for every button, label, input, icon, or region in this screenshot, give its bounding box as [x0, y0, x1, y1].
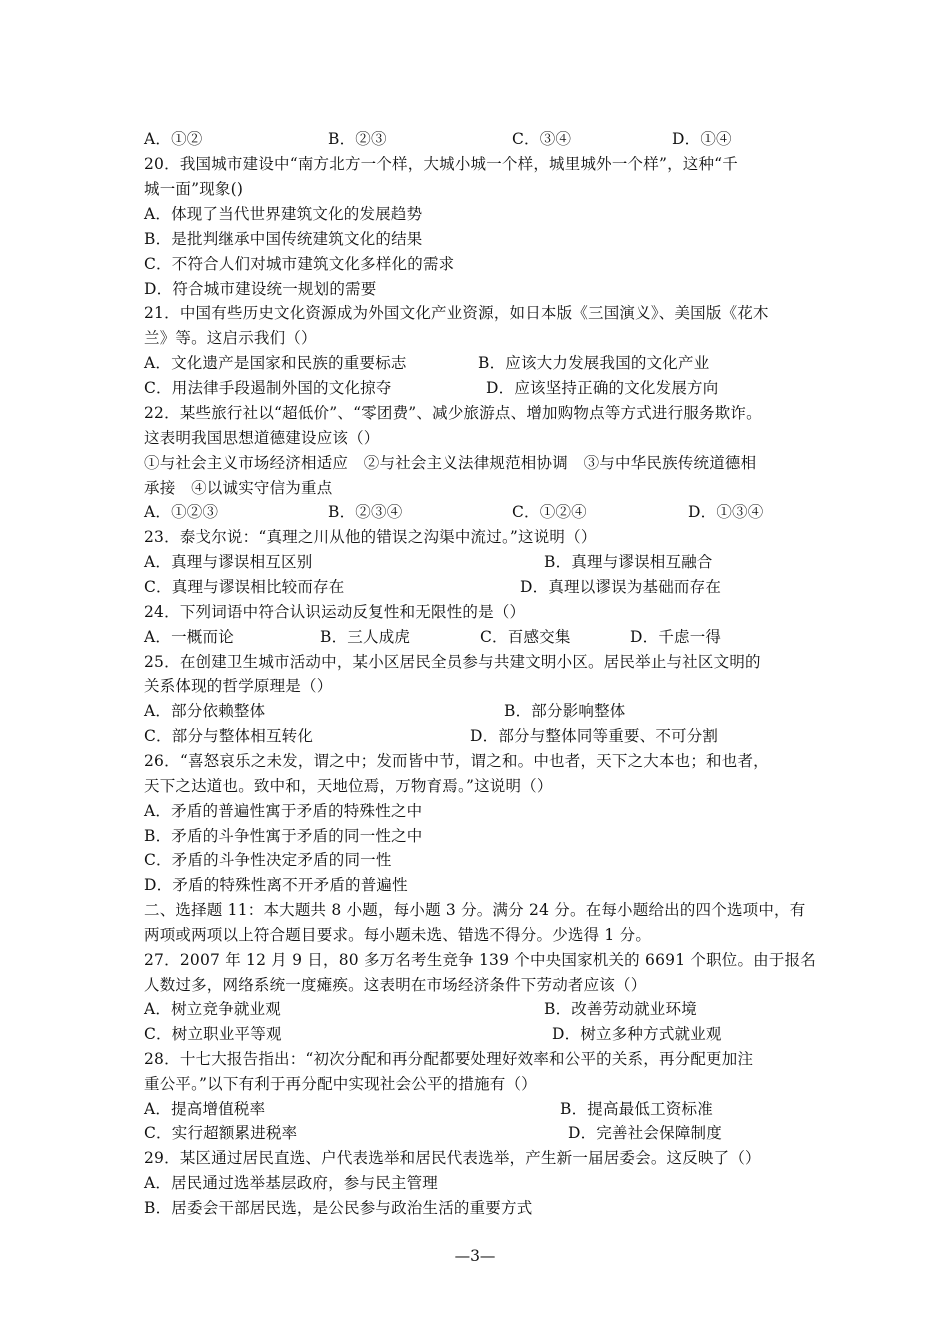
q20-stem-line2: 城一面”现象() [144, 180, 244, 198]
q28-option-b: B．提高最低工资标准 [560, 1100, 713, 1118]
q26-option-c: C．矛盾的斗争性决定矛盾的同一性 [144, 851, 392, 869]
page-number: —3— [454, 1247, 496, 1265]
q24-option-d: D．千虑一得 [630, 628, 722, 646]
q26-stem-line1: 26．“喜怒哀乐之未发，谓之中；发而皆中节，谓之和。中也者，天下之大本也；和也者， [144, 752, 769, 770]
q22-option-b: B．②③④ [328, 503, 403, 521]
q28-stem-line2: 重公平。”以下有利于再分配中实现社会公平的措施有（） [144, 1075, 537, 1093]
q21-option-d: D．应该坚持正确的文化发展方向 [486, 379, 719, 397]
q22-stem-line3: ①与社会主义市场经济相适应 ②与社会主义法律规范相协调 ③与中华民族传统道德相 [144, 454, 757, 472]
q20-option-d: D．符合城市建设统一规划的需要 [144, 280, 377, 298]
q21-option-c: C．用法律手段遏制外国的文化掠夺 [144, 379, 392, 397]
q24-option-b: B．三人成虎 [320, 628, 411, 646]
q21-stem-line1: 21．中国有些历史文化资源成为外国文化产业资源，如日本版《三国演义》、美国版《花木 [144, 304, 769, 322]
q19-option-a: A．①② [144, 130, 203, 148]
q26-option-b: B．矛盾的斗争性寓于矛盾的同一性之中 [144, 827, 423, 845]
q25-stem-line1: 25．在创建卫生城市活动中，某小区居民全员参与共建文明小区。居民举止与社区文明的 [144, 653, 761, 671]
q28-option-c: C．实行超额累进税率 [144, 1124, 298, 1142]
q27-stem-line1: 27．2007 年 12 月 9 日，80 多万名考生竞争 139 个中央国家机关的 6691 个职位。由于报名 [144, 951, 816, 969]
q23-option-b: B．真理与谬误相互融合 [544, 553, 713, 571]
q26-stem-line2: 天下之达道也。致中和，天地位焉，万物育焉。”这说明（） [144, 777, 553, 795]
q26-option-d: D．矛盾的特殊性离不开矛盾的普遍性 [144, 876, 408, 894]
q22-stem-line4: 承接 ④以诚实守信为重点 [144, 479, 333, 497]
section2-heading-line1: 二、选择题 11：本大题共 8 小题，每小题 3 分。满分 24 分。在每小题给出的四个选项中，有 [144, 901, 806, 919]
q29-stem: 29．某区通过居民直选、户代表选举和居民代表选举，产生新一届居委会。这反映了（） [144, 1149, 761, 1167]
q26-option-a: A．矛盾的普遍性寓于矛盾的特殊性之中 [144, 802, 423, 820]
q22-option-a: A．①②③ [144, 503, 219, 521]
section2-heading-line2: 两项或两项以上符合题目要求。每小题未选、错选不得分。少选得 1 分。 [144, 926, 652, 944]
q24-option-a: A．一概而论 [144, 628, 234, 646]
q25-option-a: A．部分依赖整体 [144, 702, 266, 720]
q21-option-b: B．应该大力发展我国的文化产业 [478, 354, 710, 372]
q28-option-a: A．提高增值税率 [144, 1100, 266, 1118]
q28-option-d: D．完善社会保障制度 [568, 1124, 722, 1142]
q27-option-c: C．树立职业平等观 [144, 1025, 282, 1043]
q25-option-d: D．部分与整体同等重要、不可分割 [470, 727, 719, 745]
q27-option-b: B．改善劳动就业环境 [544, 1000, 697, 1018]
q22-stem-line2: 这表明我国思想道德建设应该（） [144, 429, 380, 447]
q24-option-c: C．百感交集 [480, 628, 571, 646]
q21-stem-line2: 兰》等。这启示我们（） [144, 329, 317, 347]
q23-option-d: D．真理以谬误为基础而存在 [520, 578, 722, 596]
q20-option-a: A．体现了当代世界建筑文化的发展趋势 [144, 205, 423, 223]
q27-stem-line2: 人数过多，网络系统一度瘫痪。这表明在市场经济条件下劳动者应该（） [144, 976, 647, 994]
q23-option-c: C．真理与谬误相比较而存在 [144, 578, 345, 596]
q22-option-d: D．①③④ [688, 503, 764, 521]
q25-stem-line2: 关系体现的哲学原理是（） [144, 677, 333, 695]
q25-option-b: B．部分影响整体 [504, 702, 626, 720]
q20-option-b: B．是批判继承中国传统建筑文化的结果 [144, 230, 423, 248]
q25-option-c: C．部分与整体相互转化 [144, 727, 314, 745]
q24-stem: 24．下列词语中符合认识运动反复性和无限性的是（） [144, 603, 526, 621]
q19-option-c: C．③④ [512, 130, 572, 148]
q19-option-b: B．②③ [328, 130, 387, 148]
q23-option-a: A．真理与谬误相互区别 [144, 553, 313, 571]
q22-stem-line1: 22．某些旅行社以“超低价”、“零团费”、减少旅游点、增加购物点等方式进行服务欺诈。 [144, 404, 762, 422]
q29-option-a: A．居民通过选举基层政府，参与民主管理 [144, 1174, 438, 1192]
q29-option-b: B．居委会干部居民选，是公民参与政治生活的重要方式 [144, 1199, 533, 1217]
q20-stem-line1: 20．我国城市建设中“南方北方一个样，大城小城一个样，城里城外一个样”，这种“千 [144, 155, 738, 173]
q20-option-c: C．不符合人们对城市建筑文化多样化的需求 [144, 255, 455, 273]
q23-stem: 23．泰戈尔说：“真理之川从他的错误之沟渠中流过。”这说明（） [144, 528, 597, 546]
q27-option-d: D．树立多种方式就业观 [552, 1025, 722, 1043]
q28-stem-line1: 28．十七大报告指出：“初次分配和再分配都要处理好效率和公平的关系，再分配更加注 [144, 1050, 754, 1068]
q22-option-c: C．①②④ [512, 503, 587, 521]
q27-option-a: A．树立竞争就业观 [144, 1000, 281, 1018]
q19-option-d: D．①④ [672, 130, 732, 148]
q21-option-a: A．文化遗产是国家和民族的重要标志 [144, 354, 407, 372]
